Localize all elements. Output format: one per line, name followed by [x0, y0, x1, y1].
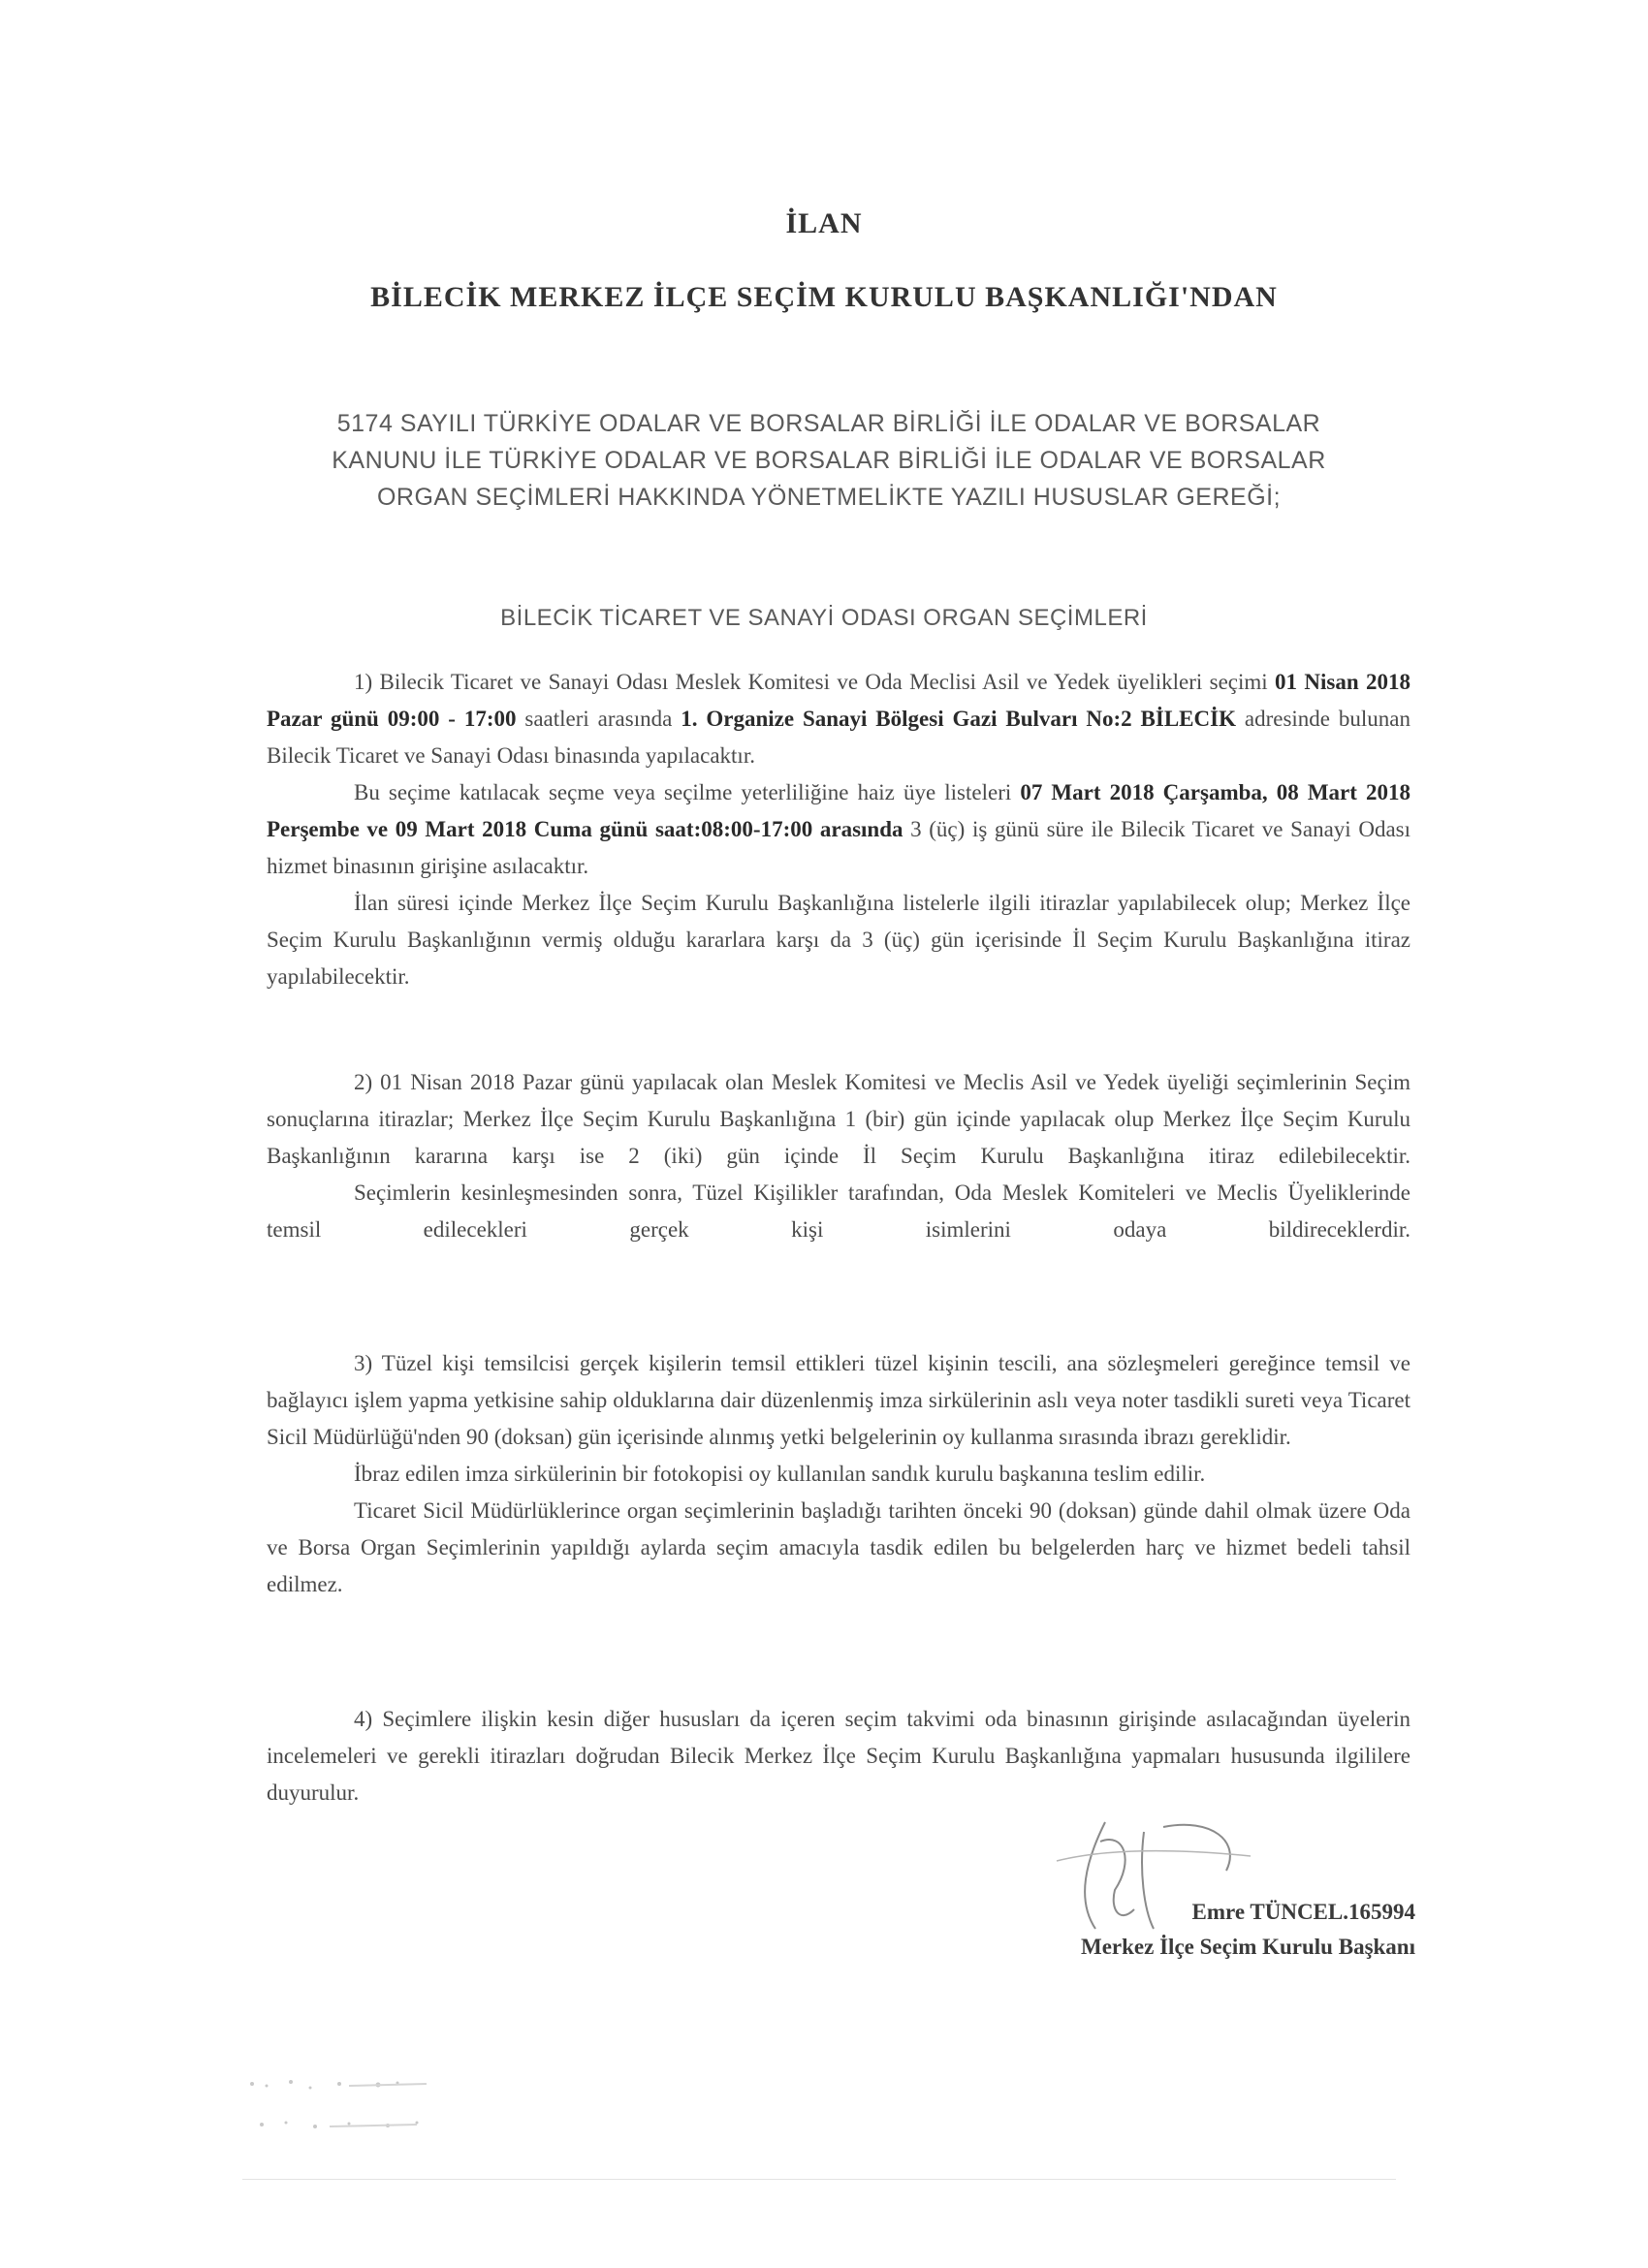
document-title: İLAN — [785, 207, 863, 239]
text: Bu seçime katılacak seçme veya seçilme yeterliliğine haiz üye listeleri — [354, 780, 1021, 804]
issuing-authority: BİLECİK MERKEZ İLÇE SEÇİM KURULU BAŞKANLIĞI'NDAN — [370, 281, 1278, 313]
text: 3 (üç) iş günü süre ile Bilecik Ticaret ve Sanayi Odası hizmet binasının girişine asılacaktır. — [267, 817, 1410, 878]
legal-basis-line: 5174 SAYILI TÜRKİYE ODALAR VE BORSALAR BİRLİĞİ İLE ODALAR VE BORSALAR — [336, 410, 1321, 437]
list-display-dates: 07 Mart 2018 Çarşamba, 08 Mart 2018 Perşembe ve 09 Mart 2018 Cuma günü saat:08:00-17:00 arasında — [267, 780, 1410, 841]
text: adresinde bulunan Bilecik Ticaret ve Sanayi Odası binasında yapılacaktır. — [267, 707, 1410, 768]
handwritten-signature — [1018, 1803, 1260, 1948]
section-4 — [267, 1701, 1410, 1811]
legal-basis-line: KANUNU İLE TÜRKİYE ODALAR VE BORSALAR BİRLİĞİ İLE ODALAR VE BORSALAR — [332, 447, 1326, 474]
paragraph: 2) 01 Nisan 2018 Pazar günü yapılacak olan Meslek Komitesi ve Meclis Asil ve Yedek üyeliği seçimlerinin Seçim sonuçlarına itirazlar; Merkez İlçe Seçim Kurulu Başkanlığına 1 (bir) gün içinde yapılacak olup Merkez İlçe Seçim Kurulu Başkanlığının kararına karşı ise 2 (iki) gün içinde İl Seçim Kurulu Başkanlığına itiraz edilebilecektir. — [267, 1070, 1410, 1168]
signatory-name: Emre TÜNCEL.165994 — [1191, 1900, 1415, 1924]
election-address: 1. Organize Sanayi Bölgesi Gazi Bulvarı No:2 BİLECİK — [681, 707, 1236, 731]
paragraph: İbraz edilen imza sirkülerinin bir fotokopisi oy kullanılan sandık kurulu başkanına teslim edilir. — [354, 1462, 1206, 1486]
section-2 — [267, 1064, 1410, 1248]
signatory-role: Merkez İlçe Seçim Kurulu Başkanı — [1081, 1935, 1415, 1959]
legal-basis — [262, 405, 1396, 516]
scan-artifact-marks — [233, 2064, 523, 2161]
paragraph: Ticaret Sicil Müdürlüklerince organ seçimlerinin başladığı tarihten önceki 90 (doksan) günde dahil olmak üzere Oda ve Borsa Organ Seçimlerinin yapıldığı aylarda seçim amacıyla tasdik edilen bu belgelerden harç ve hizmet bedeli tahsil edilmez. — [267, 1498, 1410, 1596]
paragraph: 3) Tüzel kişi temsilcisi gerçek kişilerin temsil ettikleri tüzel kişinin tescili, ana sözleşmeleri gereğince temsil ve bağlayıcı işlem yapma yetkisine sahip olduklarına dair düzenlenmiş imza sirkülerinin aslı veya noter tasdikli sureti veya Ticaret Sicil Müdürlüğü'nden 90 (doksan) gün içerisinde alınmış yetki belgelerinin oy kullanma sırasında ibrazı gereklidir. — [267, 1351, 1410, 1449]
paragraph: 4) Seçimlere ilişkin kesin diğer hususları da içeren seçim takvimi oda binasının girişinde asılacağından üyelerin incelemeleri ve gerekli itirazları doğrudan Bilecik Merkez İlçe Seçim Kurulu Başkanlığına yapmaları hususunda ilgililere duyurulur. — [267, 1707, 1410, 1805]
paragraph: İlan süresi içinde Merkez İlçe Seçim Kurulu Başkanlığına listelerle ilgili itirazlar yapılabilecek olup; Merkez İlçe Seçim Kurulu Başkanlığının vermiş olduğu kararlara karşı da 3 (üç) gün içerisinde İl Seçim Kurulu Başkanlığına itiraz yapılabilecektir. — [267, 891, 1410, 989]
section-3 — [267, 1345, 1410, 1603]
legal-basis-line: ORGAN SEÇİMLERİ HAKKINDA YÖNETMELİKTE YAZILI HUSUSLAR GEREĞİ; — [376, 484, 1282, 511]
paragraph — [267, 664, 1410, 774]
scan-edge-line — [242, 2179, 1396, 2180]
text: 1) Bilecik Ticaret ve Sanayi Odası Meslek Komitesi ve Oda Meclisi Asil ve Yedek üyelikleri seçimi — [354, 670, 1276, 694]
paragraph — [267, 774, 1410, 885]
section-heading: BİLECİK TİCARET VE SANAYİ ODASI ORGAN SEÇİMLERİ — [500, 605, 1148, 631]
paragraph: Seçimlerin kesinleşmesinden sonra, Tüzel Kişilikler tarafından, Oda Meslek Komiteleri ve Meclis Üyeliklerinde temsil edilecekleri gerçek kişi isimlerini odaya bildireceklerdir. — [267, 1181, 1410, 1242]
election-datetime: 01 Nisan 2018 Pazar günü 09:00 - 17:00 — [267, 670, 1411, 731]
section-1 — [267, 664, 1410, 995]
text: saatleri arasında — [516, 707, 681, 731]
